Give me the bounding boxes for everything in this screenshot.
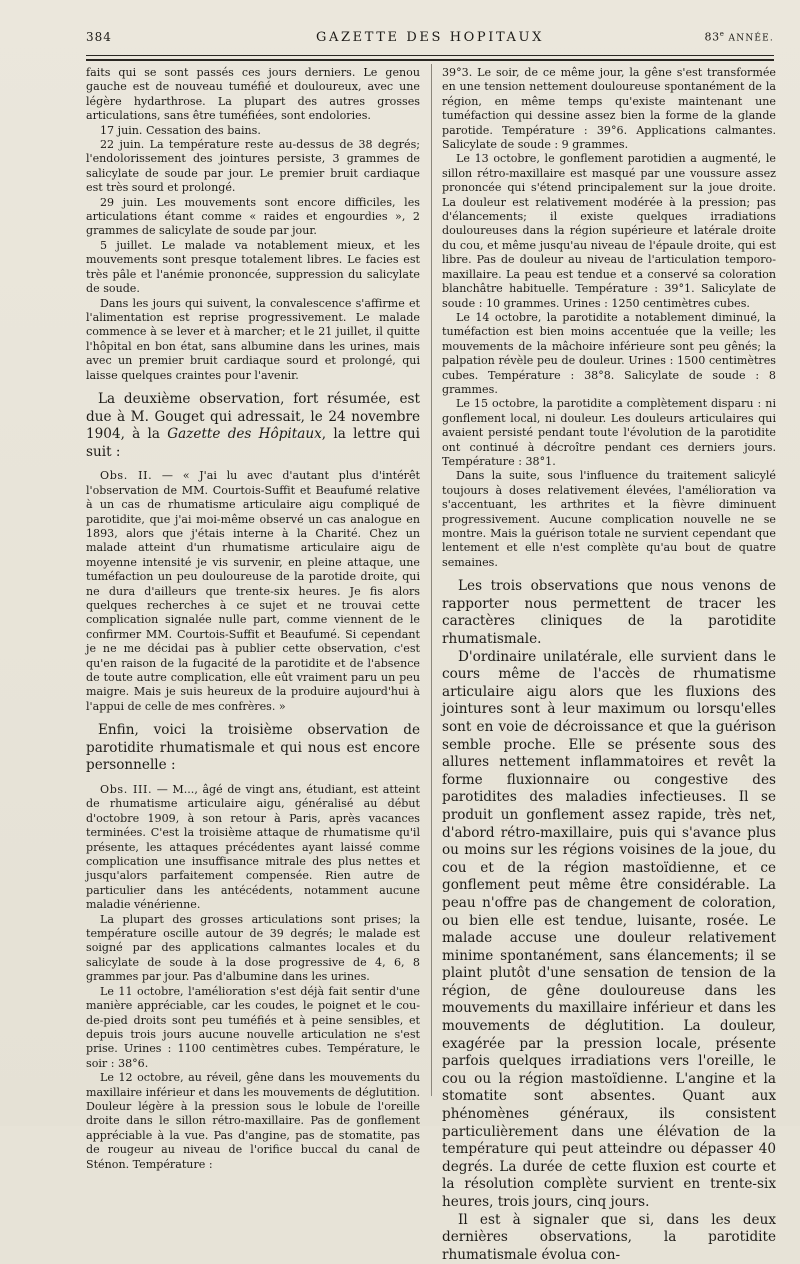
obs1-paragraph: 29 juin. Les mouvements sont encore difficiles, les articulations étant comme « raides et engourdies », 2 grammes de salicylate de soude par jour. (86, 195, 420, 238)
discussion (442, 578, 776, 1264)
obs3-paragraph: Obs. III. — M..., âgé de vingt ans, étudiant, est atteint de rhumatisme articulaire aigu, généralisé au début d'octobre 1909, à son retour à Paris, après vacances terminées. C'est la troisième attaque de rhumatisme qu'il présente, les attaques précédentes ayant laissé comme complication une insuffisance mitrale des plus nettes et jusqu'alors parfaitement compensée. Rien autre de particulier dans les antécédents, notamment aucune maladie vénérienne. (86, 783, 421, 912)
obs3-paragraph: Le 13 octobre, le gonflement parotidien a augmenté, le sillon rétro-maxillaire est masqué par une voussure assez prononcée qui s'étend principalement sur la joue droite. La douleur est relativement modérée à la pression; pas d'élancements; il existe quelques irradiations douloureuses dans la région supérieure et latérale droite du cou, et même jusqu'au niveau de l'épaule droite, qui est libre. Pas de douleur au niveau de l'articulation temporo-maxillaire. La peau est tendue et a conservé sa coloration blanchâtre habituelle. Température : 39°1. Salicylate de soude : 10 grammes. Urines : 1250 centimètres cubes. (442, 152, 776, 310)
intro-obs2-text: La deuxième observation, fort résumée, est due à M. Gouget qui adressait, le 24 novembre 1904, à la Gazette des Hôpitaux, la lettre qui suit : (86, 390, 421, 460)
left-column (86, 66, 421, 1171)
year-label: 83e ANNÉE. (704, 30, 774, 44)
obs2-paragraph: Obs. II. — « J'ai lu avec d'autant plus d'intérêt l'observation de MM. Courtois-Suffit et Beaufumé relative à un cas de rhumatisme articulaire aigu compliqué de parotidite, que j'ai moi-même observé un cas analogue en 1893, alors que j'étais interne à la Charité. Chez un malade atteint d'un rhumatisme articulaire aigu de moyenne intensité je vis survenir, en pleine attaque, une tuméfaction un peu douloureuse de la parotide droite, qui ne dura d'ailleurs que trente-six heures. Je fis alors quelques recherches à ce sujet et ne trouvai cette complication signalée nulle part, comme viennent de le confirmer MM. Courtois-Suffit et Beaufumé. Si cependant je ne me décidai pas à publier cette observation, c'est qu'en raison de la fugacité de la parotidite et de l'absence de toute autre complication, elle eût vraiment paru un peu maigre. Mais je suis heureux de la produire aujourd'hui à l'appui de celle de mes confrères. » (86, 469, 420, 713)
obs2-label: Obs. II. (100, 469, 153, 483)
obs1-paragraph: faits qui se sont passés ces jours derniers. Le genou gauche est de nouveau tuméfié et douloureux, avec une légère hydarthrose. La plupart des autres grosses articulations, sans être tuméfiées, sont endolories. (86, 66, 420, 123)
header-rule-top (86, 55, 774, 56)
obs3-paragraph: Le 14 octobre, la parotidite a notablement diminué, la tuméfaction est bien moins accentuée que la veille; les mouvements de la mâchoire inférieure sont peu gênés; la palpation révèle peu de douleur. Urines : 1500 centimètres cubes. Température : 38°8. Salicylate de soude : 8 grammes. (442, 310, 776, 396)
obs1-paragraph: 22 juin. La température reste au-dessus de 38 degrés; l'endolorissement des jointures persiste, 3 grammes de salicylate de soude par jour. Le premier bruit cardiaque est très sourd et prolongé. (86, 138, 420, 195)
obs1-continued (86, 66, 420, 383)
intro-obs3-text: Enfin, voici la troisième observation de parotidite rhumatismale et qui nous est encore personnelle : (86, 722, 420, 774)
obs1-paragraph: 17 juin. Cessation des bains. (100, 123, 261, 137)
obs3-continued (442, 66, 776, 570)
discussion-paragraph: Il est à signaler que si, dans les deux dernières observations, la parotidite rhumatismale évolua con- (442, 1211, 776, 1263)
obs3-paragraph: Dans la suite, sous l'influence du traitement salicylé toujours à doses relativement élevées, l'amélioration va s'accentuant, les arthrites et la fièvre diminuent progressivement. Aucune complication nouvelle ne se montre. Mais la guérison totale ne survient cependant que lentement et elle n'est complète qu'au bout de quatre semaines. (442, 469, 776, 569)
journal-title: GAZETTE DES HOPITAUX (316, 30, 544, 45)
obs3-paragraph: 39°3. Le soir, de ce même jour, la gêne s'est transformée en une tension nettement douloureuse spontanément de la région, en même temps qu'existe maintenant une tuméfaction qui dessine assez bien la forme de la glande parotide. Température : 39°6. Applications calmantes. Salicylate de soude : 9 grammes. (442, 66, 776, 152)
header-rule-bottom (86, 59, 774, 61)
intro-obs2 (86, 391, 420, 461)
obs3-paragraph: Le 11 octobre, l'amélioration s'est déjà fait sentir d'une manière appréciable, car les coudes, le poignet et le cou-de-pied droits sont peu tuméfiés et à peine sensibles, et depuis trois jours aucune nouvelle articulation ne s'est prise. Urines : 1100 centimètres cubes. Température, le soir : 38°6. (86, 984, 420, 1070)
column-divider (431, 64, 432, 1096)
right-column (442, 66, 776, 1263)
journal-name: Gazette des Hôpitaux (167, 426, 322, 443)
page-header (86, 30, 774, 50)
obs1-paragraph: Dans les jours qui suivent, la convalescence s'affirme et l'alimentation est reprise progressivement. Le malade commence à se lever et à marcher; et le 21 juillet, il quitte l'hôpital en bon état, sans albumine dans les urines, mais avec un premier bruit cardiaque sourd et prolongé, qui laisse quelques craintes pour l'avenir. (86, 296, 420, 382)
obs3 (86, 783, 420, 1172)
discussion-paragraph: D'ordinaire unilatérale, elle survient dans le cours même de l'accès de rhumatisme articulaire aigu alors que les fluxions des jointures sont à leur maximum ou lorsqu'elles sont en voie de décroissance et que la guérison semble proche. Elle se présente sous des allures nettement inflammatoires et revêt la forme fluxionnaire ou congestive des parotidites des maladies infectieuses. Il se produit un gonflement assez rapide, très net, d'abord rétro-maxillaire, puis qui s'avance plus ou moins sur les régions voisines de la joue, du cou et de la région mastoïdienne, et ce gonflement peut même être considérable. La peau n'offre pas de changement de coloration, ou bien elle est tendue, luisante, rosée. Le malade accuse une douleur relativement minime spontanément, sans élancements; il se plaint plutôt d'une sensation de tension de la région, de gêne douloureuse dans les mouvements du maxillaire inférieur et dans les mouvements de déglutition. La douleur, exagérée par la pression locale, présente parfois quelques irradiations vers l'oreille, le cou ou la région mastoïdienne. L'angine et la stomatite sont absentes. Quant aux phénomènes généraux, ils consistent particulièrement dans une élévation de la température qui peut atteindre ou dépasser 40 degrés. La durée de cette fluxion est courte et la résolution complète survient en trente-six heures, trois jours, cinq jours. (442, 648, 776, 1210)
obs1-paragraph: 5 juillet. Le malade va notablement mieux, et les mouvements sont presque totalement libres. Le facies est très pâle et l'anémie prononcée, suppression du salicylate de soude. (86, 238, 420, 296)
discussion-paragraph: Les trois observations que nous venons de rapporter nous permettent de tracer les caractères cliniques de la parotidite rhumatismale. (442, 578, 776, 647)
obs3-paragraph: La plupart des grosses articulations sont prises; la température oscille autour de 39 degrés; le malade est soigné par des applications calmantes locales et du salicylate de soude à la dose progressive de 4, 6, 8 grammes par jour. Pas d'albumine dans les urines. (86, 912, 420, 984)
obs3-label: Obs. III. (100, 783, 153, 796)
obs3-paragraph: Le 15 octobre, la parotidite a complètement disparu : ni gonflement local, ni douleur. Les douleurs articulaires qui avaient persisté pendant toute l'évolution de la parotidite ont continué à décroître pendant ces derniers jours. Température : 38°1. (442, 397, 776, 468)
page-number: 384 (86, 30, 112, 44)
intro-obs3 (86, 722, 420, 775)
obs3-paragraph: Le 12 octobre, au réveil, gêne dans les mouvements du maxillaire inférieur et dans les mouvements de déglutition. Douleur légère à la pression sous le lobule de l'oreille droite dans le sillon rétro-maxillaire. Pas de gonflement appréciable à la vue. Pas d'angine, pas de stomatite, pas de rougeur au niveau de l'orifice buccal du canal de Sténon. Température : (86, 1071, 420, 1171)
obs2 (86, 469, 420, 714)
